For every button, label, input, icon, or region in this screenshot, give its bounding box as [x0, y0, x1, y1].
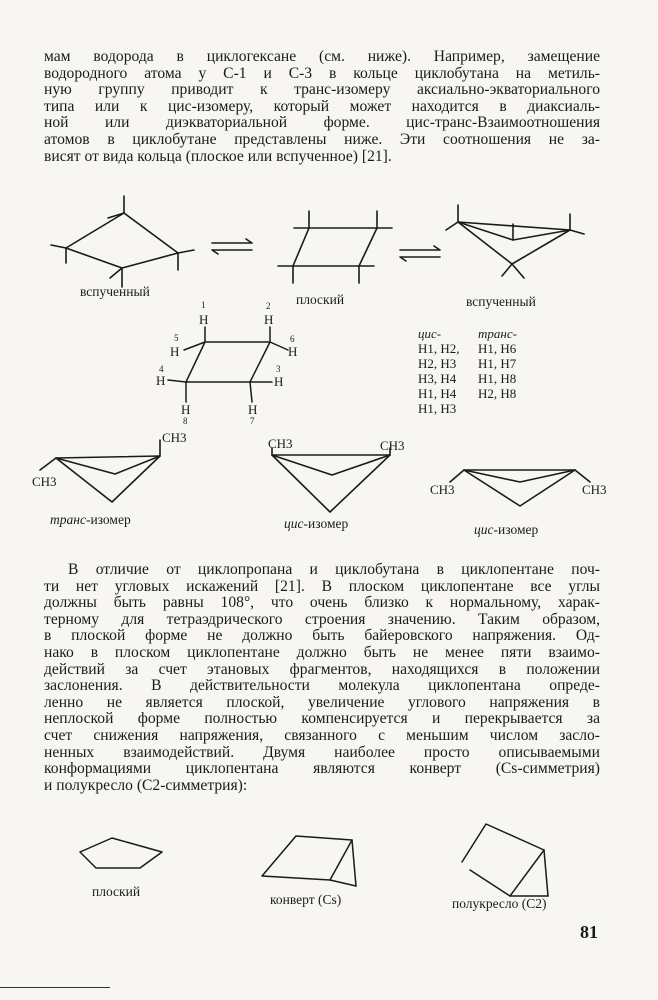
- cis-isomer-structure-2: [450, 470, 590, 506]
- main-line: и полукресло (C2-симметрия):: [44, 776, 248, 794]
- h-label-4: H: [156, 373, 166, 388]
- main-line: заслонения. В действительности молекула циклопентана опреде-: [44, 677, 600, 695]
- trans-isomer-structure: [40, 440, 160, 502]
- intro-line: атомов в циклобутане представлены ниже. Эти соотношения не за-: [44, 130, 600, 148]
- label-pentane-envelope: конверт (Cs): [270, 892, 342, 907]
- h-label-2: H: [264, 312, 274, 327]
- caption-cis-isomer-1: [284, 516, 348, 532]
- label-puckered-left: вспученный: [80, 284, 150, 299]
- cis-pair: H2, H3: [418, 356, 457, 371]
- main-line: ненных взаимодействий. Двумя наиболее просто описываемыми: [44, 743, 600, 761]
- num-6: 6: [290, 334, 295, 344]
- intro-line: висят от вида кольца (плоское или вспученное) [21].: [44, 147, 392, 165]
- num-8: 8: [183, 416, 188, 426]
- intro-line: мам водорода в циклогексане (см. ниже). Например, замещение: [44, 48, 600, 65]
- caption-trans-isomer: [50, 512, 131, 528]
- main-line: ти нет угловых искажений [21]. В плоском циклопентане все углы: [44, 577, 600, 595]
- intro-line: ную группу приводит к транс-изомеру аксиально-экваториального: [44, 81, 600, 99]
- ch3-cis1-right: CH3: [380, 438, 405, 453]
- trans-pair: H1, H6: [478, 341, 517, 356]
- label-pentane-flat: плоский: [92, 884, 141, 899]
- main-line: должны быть равны 108°, что очень близко к нормальному, харак-: [44, 594, 600, 612]
- h-label-7: H: [248, 402, 258, 417]
- ch3-cis1-left: CH3: [268, 436, 293, 451]
- ch3-trans-left: CH3: [32, 474, 57, 489]
- caption-cis1-italic: цис: [284, 516, 304, 531]
- label-pentane-halfchair: полукресло (C2): [452, 896, 547, 911]
- caption-cis-isomer-2: [474, 522, 538, 538]
- trans-pair: H2, H8: [478, 386, 517, 401]
- equilibrium-arrows-left: [212, 239, 252, 254]
- main-line: терному для тетраэдрического строения значению. Таким образом,: [44, 610, 600, 628]
- num-7: 7: [250, 416, 255, 426]
- intro-line: водородного атома у С-1 и С-3 в кольце циклобутана на метиль-: [44, 64, 600, 82]
- cis-isomer-structure-1: [272, 448, 390, 512]
- h-label-6: H: [288, 344, 298, 359]
- trans-pair: H1, H7: [478, 356, 517, 371]
- num-5: 5: [174, 333, 179, 343]
- puckered-cyclobutane-right: [446, 205, 584, 278]
- intro-line: типа или к цис-изомеру, который может находится в диаксиаль-: [44, 97, 600, 115]
- label-puckered-right: вспученный: [466, 294, 536, 309]
- h-label-3: H: [274, 374, 284, 389]
- cyclopentane-halfchair: [462, 824, 548, 896]
- ch3-trans-top: CH3: [162, 430, 187, 445]
- trans-pair: H1, H8: [478, 371, 517, 386]
- num-2: 2: [266, 301, 271, 311]
- cis-header: цис-: [418, 326, 442, 341]
- numbered-cyclobutane: [168, 327, 288, 402]
- main-line: в плоской форме не должно быть байеровского напряжения. Од-: [44, 627, 600, 645]
- footer-rule: [0, 987, 110, 988]
- trans-header: транс-: [478, 326, 517, 341]
- page-number: 81: [580, 922, 598, 942]
- label-flat-ring: плоский: [296, 292, 345, 307]
- h-label-8: H: [181, 402, 191, 417]
- caption-trans-rest: -изомер: [85, 512, 131, 527]
- cyclopentane-envelope: [262, 836, 356, 886]
- caption-trans-italic: транс: [50, 512, 86, 527]
- main-line: неплоской форме полностью компенсируется и перекрывается за: [44, 710, 600, 728]
- main-line: счет снижения напряжения, связанного с меньшим числом засло-: [44, 726, 600, 744]
- cis-pair: H1, H4: [418, 386, 457, 401]
- main-line: ленно не является плоской, увеличение углового напряжения в: [44, 693, 600, 711]
- caption-cis2-rest: -изомер: [493, 522, 539, 537]
- caption-cis2-italic: цис: [474, 522, 494, 537]
- main-line: действий за счет этановых фрагментов, находящихся в положении: [44, 660, 600, 678]
- cyclopentane-flat: [80, 838, 162, 868]
- caption-cis1-rest: -изомер: [303, 516, 349, 531]
- cis-pair: H1, H3: [418, 401, 457, 416]
- h-label-1: H: [199, 312, 209, 327]
- cis-pair: H1, H2,: [418, 341, 460, 356]
- num-4: 4: [159, 364, 164, 374]
- main-line: В отличие от циклопропана и циклобутана в циклопентане поч-: [68, 561, 600, 578]
- equilibrium-arrows-right: [400, 246, 440, 261]
- main-paragraph: [44, 562, 600, 794]
- flat-cyclobutane: [278, 211, 392, 283]
- cis-column: [418, 326, 460, 416]
- num-1: 1: [201, 300, 206, 310]
- trans-column: [478, 326, 517, 401]
- num-3: 3: [276, 364, 281, 374]
- ch3-cis2-left: CH3: [430, 482, 455, 497]
- puckered-cyclobutane-left: [51, 196, 194, 287]
- cis-pair: H3, H4: [418, 371, 457, 386]
- main-line: конформациями циклопентана являются конверт (Cs-симметрия): [44, 760, 600, 778]
- ch3-cis2-right: CH3: [582, 482, 607, 497]
- main-line: нако в плоском циклопентане должно быть не менее пяти взаимо-: [44, 643, 600, 661]
- h-label-5: H: [170, 344, 180, 359]
- intro-line: ной или диэкваториальной форме. цис-транс-Взаимоотношения: [44, 114, 600, 132]
